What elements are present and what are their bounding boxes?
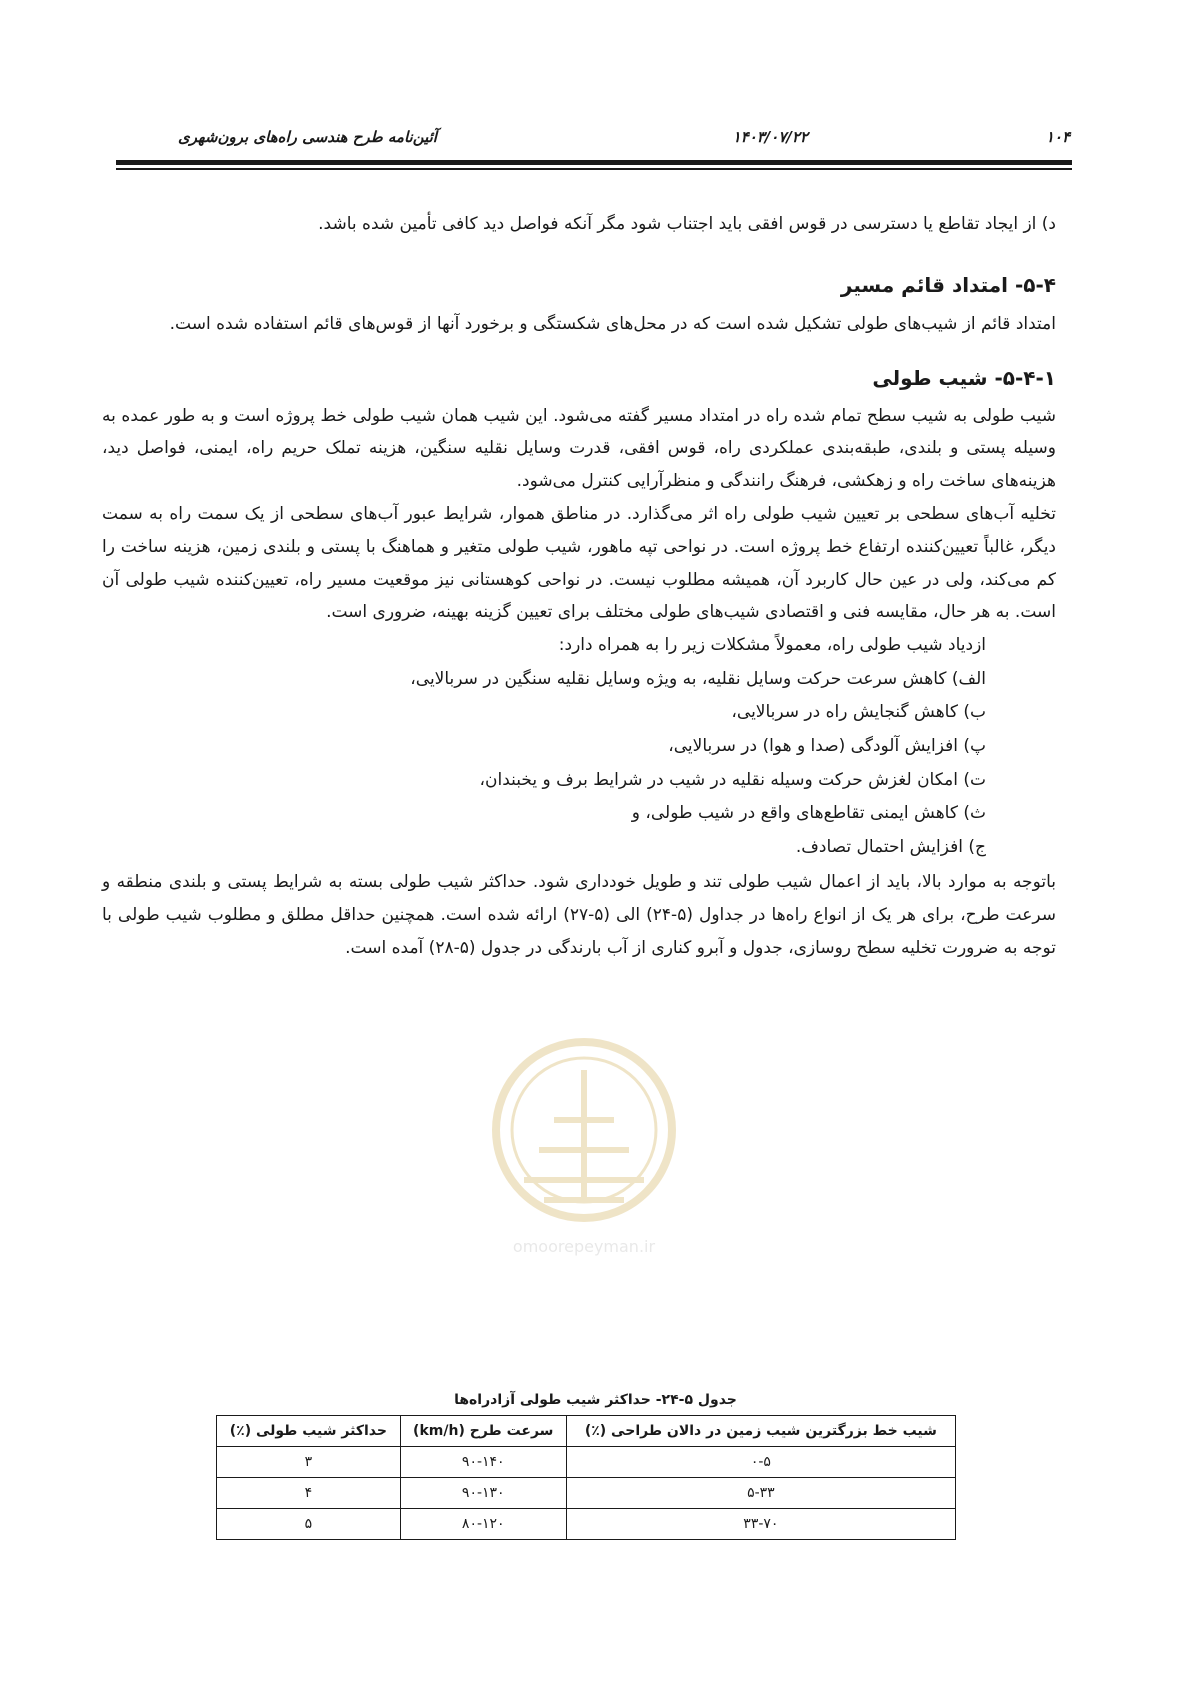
intro-paragraph: د) از ایجاد تقاطع یا دسترسی در قوس افقی باید اجتناب شود مگر آنکه فواصل دید کافی تأمین شده باشد.	[318, 214, 1056, 234]
table-cell: ۸۰-۱۲۰	[400, 1509, 566, 1540]
list-item: الف) کاهش سرعت حرکت وسایل نقلیه، به ویژه وسایل نقلیه سنگین در سربالایی،	[410, 668, 986, 689]
column-header-terrain-slope: شیب خط بزرگترین شیب زمین در دالان طراحی (٪)	[566, 1416, 955, 1447]
document-title: آئین‌نامه طرح هندسی راه‌های برون‌شهری	[178, 128, 437, 146]
section-4-1-paragraph-3: باتوجه به موارد بالا، باید از اعمال شیب طولی تند و طویل خودداری شود. حداکثر شیب طولی بسته به شرایط پستی و بلندی منطقه و سرعت طرح، برای هر یک از انواع راه‌ها در جداول (۵-۲۴) الی (۵-۲۷) ارائه شده است. همچنین حداقل مطلق و مطلوب شیب طولی با توجه به ضرورت تخلیه سطح روسازی، جدول و آبرو کناری از آب بارندگی در جدول (۵-۲۸) آمده است.	[102, 872, 1056, 958]
section-4-heading: ۵-۴- امتداد قائم مسیر	[840, 272, 1056, 297]
page-body	[102, 208, 1056, 965]
section-4-1-paragraph-2: تخلیه آب‌های سطحی بر تعیین شیب طولی راه اثر می‌گذارد. در مناطق هموار، شرایط عبور آب‌های سطحی از یک سمت راه به سمت دیگر، غالباً تعیین‌کننده ارتفاع خط پروژه است. در نواحی تپه ماهور، شیب طولی متغیر و هماهنگ با پستی و بلندی زمین، هزینه ساخت را کم می‌کند، ولی در عین حال کاربرد آن، همیشه مطلوب نیست. در نواحی کوهستانی نیز موقعیت مسیر راه، تعیین‌کننده شیب طولی آن است. به هر حال، مقایسه فنی و اقتصادی شیب‌های طولی مختلف برای تعیین گزینه بهینه، ضروری است.	[102, 503, 1056, 623]
table-header-row	[217, 1416, 956, 1447]
list-item: پ) افزایش آلودگی (صدا و هوا) در سربالایی،	[668, 735, 986, 756]
table-row	[217, 1447, 956, 1478]
page-number: ۱۰۴	[1045, 128, 1070, 146]
list-item: ت) امکان لغزش حرکت وسیله نقلیه در شیب در شرایط برف و یخبندان،	[479, 769, 986, 790]
column-header-max-grade: حداکثر شیب طولی (٪)	[217, 1416, 401, 1447]
list-item: ب) کاهش گنجایش راه در سربالایی،	[731, 702, 986, 723]
section-4-paragraph: امتداد قائم از شیب‌های طولی تشکیل شده است که در محل‌های شکستگی و برخورد آنها از قوس‌های قائم استفاده شده است.	[169, 313, 1056, 334]
max-grade-table	[216, 1415, 956, 1540]
column-header-design-speed: سرعت طرح (km/h)	[400, 1416, 566, 1447]
watermark-logo	[484, 1030, 684, 1260]
table-row	[217, 1478, 956, 1509]
table-cell: ۵	[217, 1509, 401, 1540]
header-date: ۱۴۰۳/۰۷/۲۲	[732, 128, 808, 146]
table-cell: ۵-۳۳	[566, 1478, 955, 1509]
list-item: ث) کاهش ایمنی تقاطع‌های واقع در شیب طولی، و	[631, 803, 986, 824]
header-rule-thick	[116, 160, 1072, 165]
list-item: ج) افزایش احتمال تصادف.	[795, 836, 986, 857]
watermark-text: omoorepeyman.ir	[512, 1237, 656, 1256]
page-header	[118, 128, 1070, 154]
section-4-1-heading: ۵-۴-۱- شیب طولی	[872, 365, 1056, 390]
section-4-1-paragraph-1: شیب طولی به شیب سطح تمام شده راه در امتداد مسیر گفته می‌شود. این شیب همان شیب طولی خط پروژه است و به طور عمده به وسیله پستی و بلندی، طبقه‌بندی عملکردی راه، قوس افقی، قدرت وسایل نقلیه سنگین، هزینه تملک حریم راه، ایمنی، فواصل دید، هزینه‌های ساخت راه و زهکشی، فرهنگ رانندگی و منظرآرایی کنترل می‌شود.	[102, 405, 1056, 492]
table-cell: ۹۰-۱۴۰	[400, 1447, 566, 1478]
table-cell: ۹۰-۱۳۰	[400, 1478, 566, 1509]
list-intro: ازدیاد شیب طولی راه، معمولاً مشکلات زیر را به همراه دارد:	[558, 635, 986, 656]
problems-list	[102, 629, 1056, 864]
header-rule-thin	[116, 168, 1072, 170]
table-row	[217, 1509, 956, 1540]
table-caption: جدول ۵-۲۴- حداکثر شیب طولی آزادراه‌ها	[454, 1392, 737, 1408]
table-cell: ۳۳-۷۰	[566, 1509, 955, 1540]
table-cell: ۳	[217, 1447, 401, 1478]
table-cell: ۰-۵	[566, 1447, 955, 1478]
table-cell: ۴	[217, 1478, 401, 1509]
